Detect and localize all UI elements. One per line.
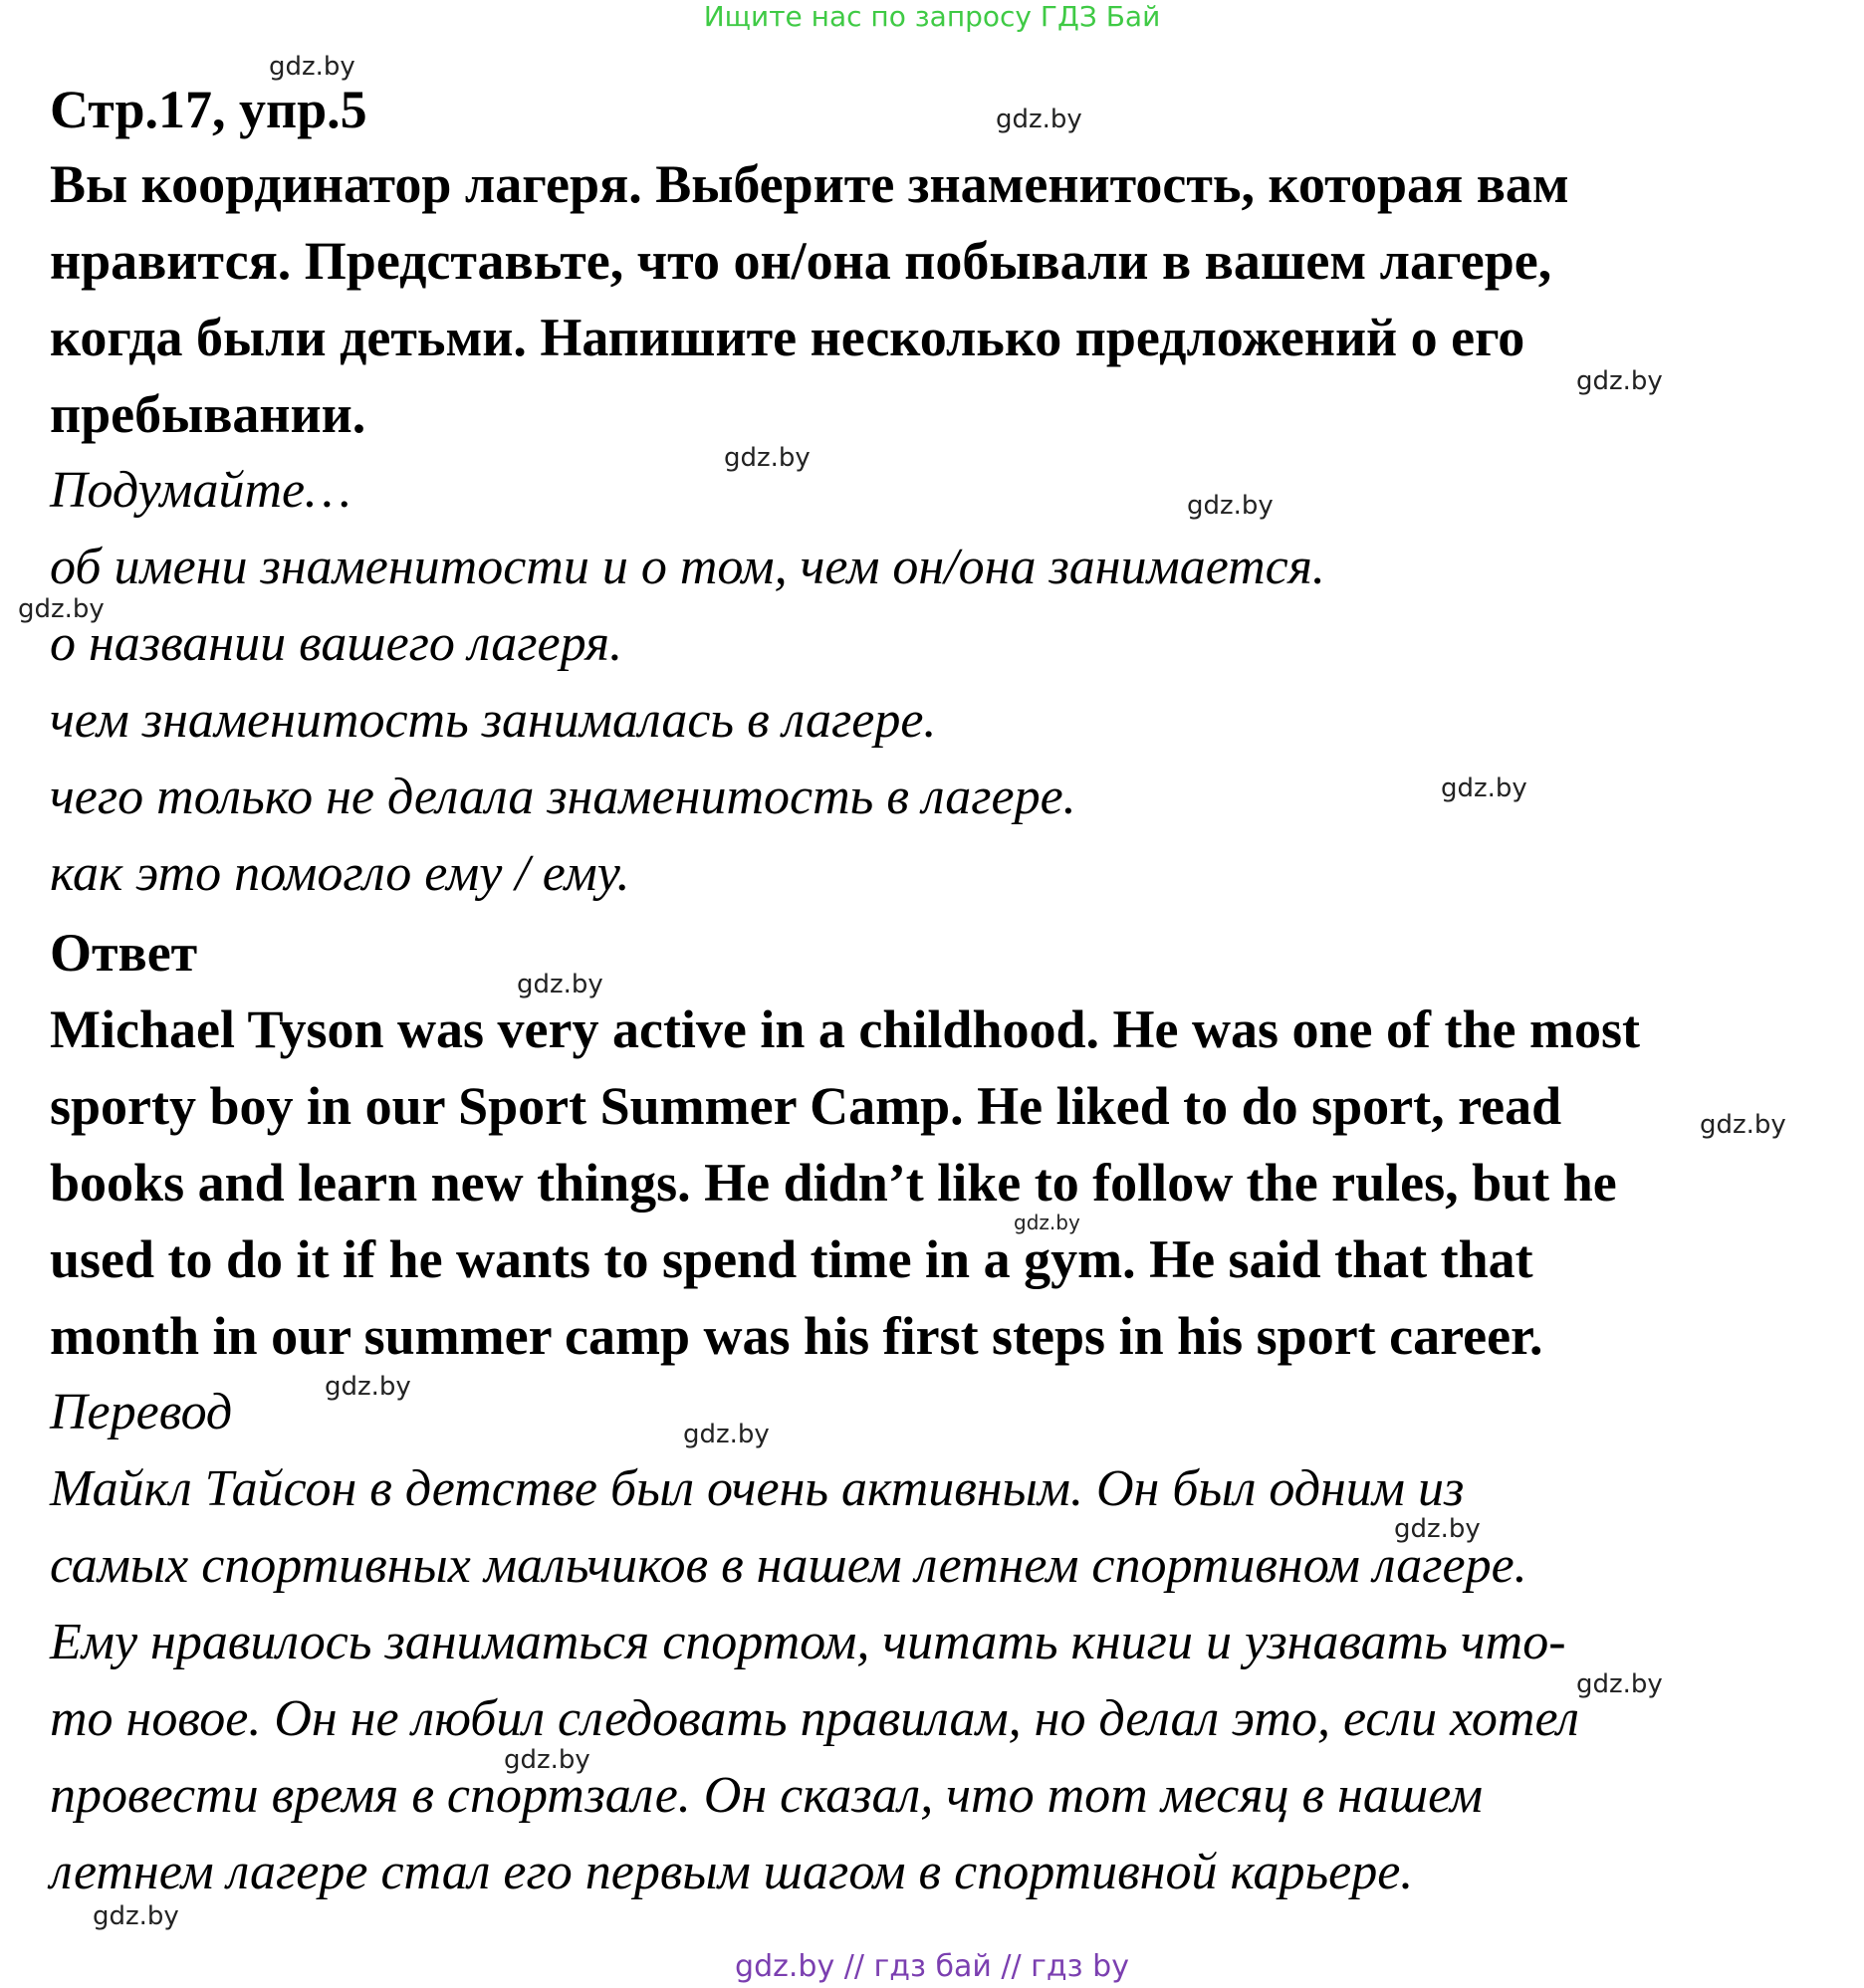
answer-line: used to do it if he wants to spend time in a gym. He said that that	[50, 1229, 1533, 1289]
page-title: Стр.17, упр.5	[50, 80, 367, 139]
think-item: чем знаменитость занималась в лагере.	[50, 692, 937, 749]
translation-line: провести время в спортзале. Он сказал, что тот месяц в нашем	[50, 1767, 1484, 1824]
watermark: gdz.by	[1014, 1211, 1080, 1234]
watermark: gdz.by	[683, 1420, 770, 1449]
watermark: gdz.by	[1576, 1669, 1663, 1699]
watermark: gdz.by	[1187, 491, 1274, 521]
translation-line: самых спортивных мальчиков в нашем летнем спортивном лагере.	[50, 1537, 1527, 1594]
answer-line: sporty boy in our Sport Summer Camp. He liked to do sport, read	[50, 1076, 1562, 1136]
watermark: gdz.by	[1576, 366, 1663, 396]
watermark: gdz.by	[325, 1372, 411, 1402]
answer-line: books and learn new things. He didn’t like to follow the rules, but he	[50, 1153, 1617, 1213]
translation-line: Ему нравилось заниматься спортом, читать книги и узнавать что-	[50, 1614, 1566, 1670]
answer-line: Michael Tyson was very active in a childhood. He was one of the most	[50, 999, 1640, 1059]
think-item: чего только не делала знаменитость в лагере.	[50, 769, 1076, 825]
top-banner: Ищите нас по запросу ГДЗ Бай	[703, 0, 1161, 33]
watermark: gdz.by	[996, 105, 1082, 134]
watermark: gdz.by	[1441, 773, 1527, 803]
watermark: gdz.by	[18, 594, 105, 624]
task-line: нравится. Представьте, что он/она побывали в вашем лагере,	[50, 231, 1552, 291]
translation-line: летнем лагере стал его первым шагом в спортивной карьере.	[50, 1844, 1414, 1900]
think-item: об имени знаменитости и о том, чем он/она занимается.	[50, 539, 1325, 595]
translation-line: то новое. Он не любил следовать правилам, но делал это, если хотел	[50, 1690, 1579, 1747]
think-item: как это помогло ему / ему.	[50, 845, 630, 902]
translation-heading: Перевод	[50, 1384, 233, 1440]
watermark: gdz.by	[517, 970, 603, 999]
answer-heading: Ответ	[50, 923, 198, 983]
task-line: Вы координатор лагеря. Выберите знаменитость, которая вам	[50, 154, 1569, 214]
task-line: когда были детьми. Напишите несколько предложений о его	[50, 308, 1525, 367]
footer-links: gdz.by // гдз бай // гдз by	[735, 1949, 1129, 1984]
think-heading: Подумайте…	[50, 462, 351, 519]
watermark: gdz.by	[93, 1901, 179, 1931]
task-line: пребывании.	[50, 384, 366, 444]
watermark: gdz.by	[269, 52, 355, 82]
think-item: о названии вашего лагеря.	[50, 615, 623, 672]
watermark: gdz.by	[504, 1745, 590, 1775]
watermark: gdz.by	[1700, 1110, 1786, 1140]
translation-line: Майкл Тайсон в детстве был очень активным. Он был одним из	[50, 1460, 1465, 1517]
watermark: gdz.by	[1394, 1514, 1481, 1544]
watermark: gdz.by	[724, 443, 811, 473]
answer-line: month in our summer camp was his first steps in his sport career.	[50, 1306, 1543, 1366]
